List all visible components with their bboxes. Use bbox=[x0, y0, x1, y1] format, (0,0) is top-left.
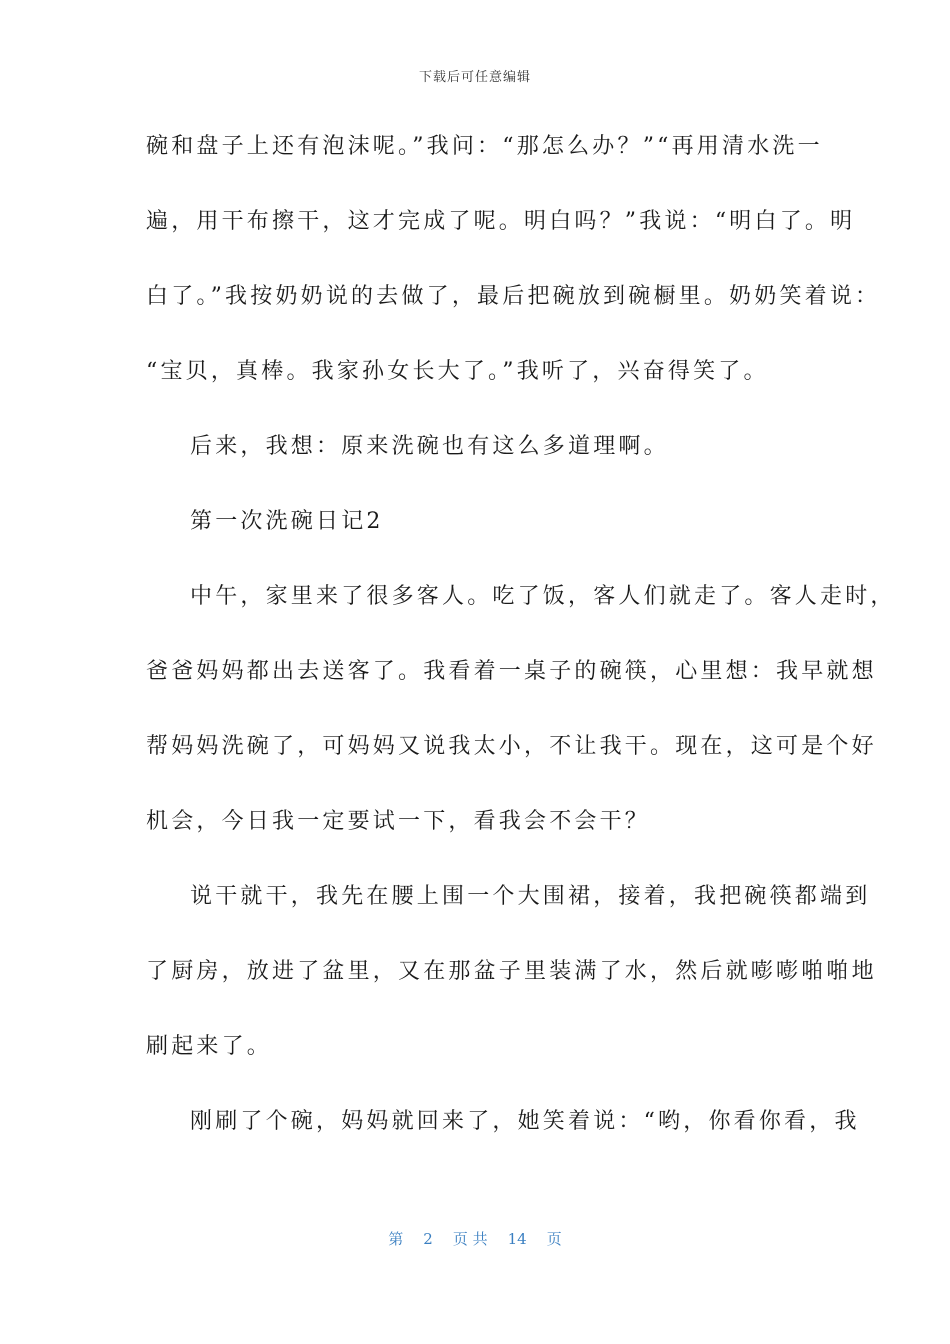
text-line: 爸爸妈妈都出去送客了。我看着一桌子的碗筷，心里想：我早就想 bbox=[146, 659, 877, 684]
page-footer bbox=[0, 1228, 950, 1249]
paragraph-start: 刚刷了个碗，妈妈就回来了，她笑着说：“哟，你看你看，我 bbox=[190, 1109, 860, 1134]
paragraph-start: 后来，我想：原来洗碗也有这么多道理啊。 bbox=[190, 434, 669, 459]
page-total: 14 bbox=[507, 1230, 527, 1248]
text-line: 碗和盘子上还有泡沫呢。”我问：“那怎么办？”“再用清水洗一 bbox=[146, 134, 823, 159]
document-body bbox=[146, 122, 896, 1172]
paragraph-start: 说干就干，我先在腰上围一个大围裙，接着，我把碗筷都端到 bbox=[190, 884, 871, 909]
page-suffix: 页 bbox=[546, 1230, 562, 1248]
text-line: 白了。”我按奶奶说的去做了，最后把碗放到碗橱里。奶奶笑着说： bbox=[146, 284, 881, 309]
text-line: 机会，今日我一定要试一下，看我会不会干？ bbox=[146, 809, 651, 834]
text-line: 遍，用干布擦干，这才完成了呢。明白吗？”我说：“明白了。明 bbox=[146, 209, 856, 234]
section-title: 第一次洗碗日记2 bbox=[190, 509, 384, 534]
text-line: “宝贝，真棒。我家孙女长大了。”我听了，兴奋得笑了。 bbox=[146, 359, 769, 384]
page-middle: 页 共 bbox=[452, 1230, 488, 1248]
page-number: 2 bbox=[423, 1230, 433, 1248]
paragraph-start: 中午，家里来了很多客人。吃了饭，客人们就走了。客人走时， bbox=[190, 584, 896, 609]
header-note: 下载后可任意编辑 bbox=[418, 70, 531, 85]
text-line: 帮妈妈洗碗了，可妈妈又说我太小，不让我干。现在，这可是个好 bbox=[146, 734, 877, 759]
text-line: 刷起来了。 bbox=[146, 1034, 273, 1059]
text-line: 了厨房，放进了盆里，又在那盆子里装满了水，然后就嘭嘭啪啪地 bbox=[146, 959, 877, 984]
page-prefix: 第 bbox=[388, 1230, 404, 1248]
